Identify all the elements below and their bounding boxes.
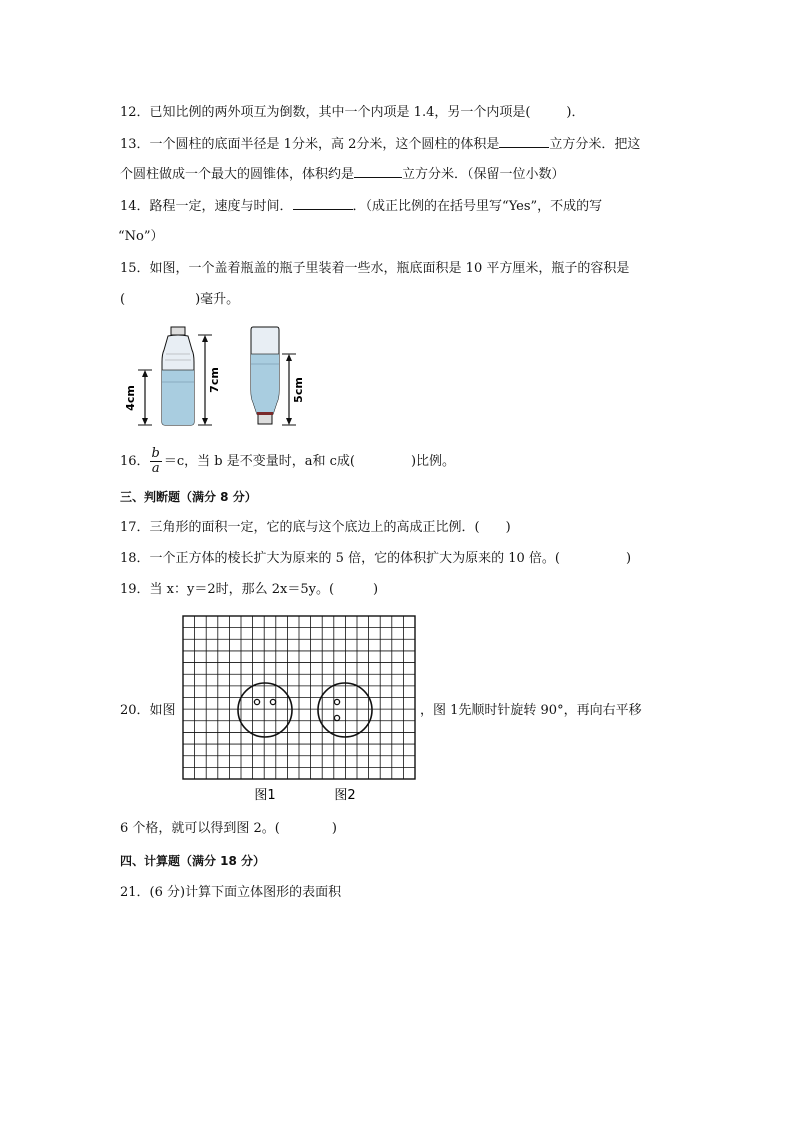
question-14-line1 [120,197,602,216]
q12-text-end: )． [566,105,585,120]
label-figure-1: 图1 [254,788,276,803]
section-3-heading: 三、判断题（满分 8 分） [120,490,257,504]
q16-prefix: 16． [120,454,150,469]
label-figure-2: 图2 [334,788,356,803]
bottle-upright [162,327,194,425]
q18-text-b: ) [625,551,632,566]
q16-text: ＝c，当 b 是不变量时，a和 c成( [163,454,355,469]
question-20-line2 [120,820,337,838]
q20-text-b: ) [331,821,337,836]
question-16 [120,446,455,478]
label-4cm: 4cm [124,385,137,411]
question-21: 21．(6 分)计算下面立体图形的表面积 [120,885,342,900]
q14-text: 14．路程一定，速度与时间． [120,199,293,214]
q15-paren-open: ( [120,292,126,307]
bottles-figure [118,322,318,432]
label-5cm: 5cm [292,377,305,403]
grid-figure [180,613,420,807]
bottle-inverted [251,327,279,424]
q20-text: 6 个格，就可以得到图 2。( [120,821,280,836]
q14-text-b: ．（成正比例的在括号里写“Yes”，不成的写 [352,199,603,214]
q16-fraction [150,447,162,476]
face-figure-1 [238,683,292,737]
question-20-suffix: ，图 1先顺时针旋转 90°，再向右平移 [420,703,642,718]
label-7cm: 7cm [208,367,221,393]
question-14-line2: “No”） [118,229,164,244]
question-13-line1 [120,135,640,154]
question-17: 17．三角形的面积一定，它的底与这个底边上的高成正比例．( ) [120,520,511,535]
q15-text-b: )毫升。 [195,292,240,307]
question-12 [120,104,585,122]
dimension-5cm [282,354,305,425]
q16-numerator: b [151,446,160,461]
q14-blank[interactable] [293,197,353,210]
q16-denominator: a [151,461,160,476]
q13-text-2b: 立方分米．（保留一位小数） [402,167,565,182]
question-15-line2 [120,291,239,309]
q13-blank-volume[interactable] [499,135,549,148]
q13-blank-cone[interactable] [354,165,402,178]
question-19: 19．当 x：y＝2时，那么 2x＝5y。( ) [120,582,379,597]
q13-text: 13．一个圆柱的底面半径是 1分米，高 2分米，这个圆柱的体积是 [120,137,500,152]
dimension-7cm [198,335,221,425]
q18-text: 18．一个正方体的棱长扩大为原来的 5 倍，它的体积扩大为原来的 10 倍。( [120,551,560,566]
q13-text-2: 个圆柱做成一个最大的圆锥体，体积约是 [120,167,355,182]
q12-text: 12．已知比例的两外项互为倒数，其中一个内项是 1.4，另一个内项是( [120,105,531,120]
dimension-4cm [124,370,152,425]
section-4-heading: 四、计算题（满分 18 分） [120,854,266,868]
question-13-line2 [120,165,565,184]
q13-text-b: 立方分米．把这 [549,137,641,152]
question-18 [120,550,631,568]
q16-text-b: )比例。 [410,454,456,469]
question-15-line1: 15．如图，一个盖着瓶盖的瓶子里装着一些水，瓶底面积是 10 平方厘米，瓶子的容积是 [120,261,630,276]
question-20-prefix: 20．如图 [120,703,176,718]
